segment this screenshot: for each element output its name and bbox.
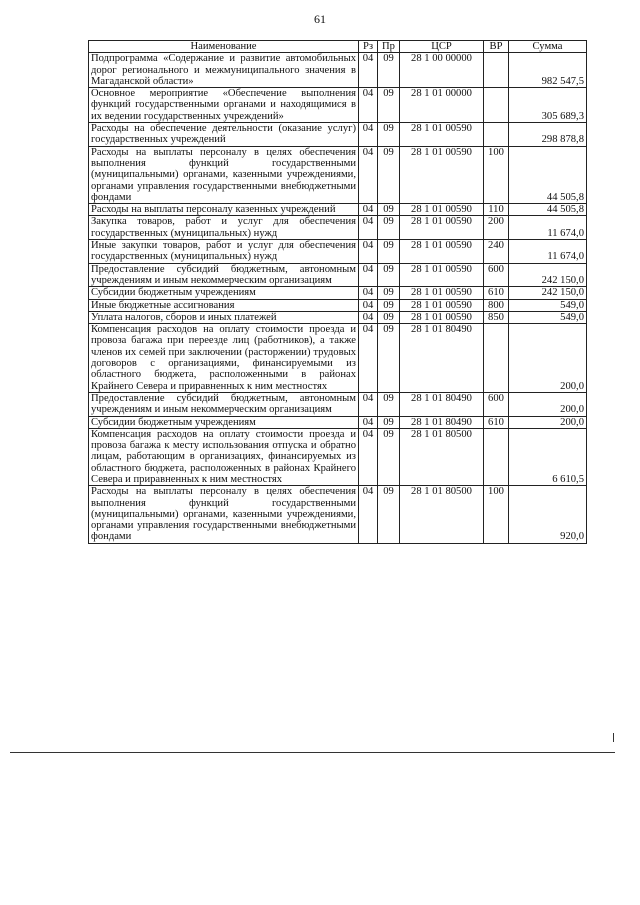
row-sum: 298 878,8 <box>509 123 587 147</box>
table-row <box>89 204 587 216</box>
row-rz: 04 <box>359 392 378 416</box>
row-name: Компенсация расходов на оплату стоимости проезда и провоза багажа к месту использования отпуска и обратно лицам, работающим в организациях, финансируемых из областного бюджета, расположенных в районах Крайнего Севера и приравненных к ним местностях <box>89 428 359 485</box>
row-pr: 09 <box>378 204 400 216</box>
row-rz: 04 <box>359 240 378 264</box>
row-csr: 28 1 01 00590 <box>400 240 484 264</box>
row-pr: 09 <box>378 428 400 485</box>
row-rz: 04 <box>359 486 378 543</box>
row-vr <box>484 53 509 88</box>
row-pr: 09 <box>378 299 400 311</box>
table-row <box>89 53 587 88</box>
row-name: Компенсация расходов на оплату стоимости проезда и провоза багажа при переезде лиц (работников), а также членов их семей при заключении (расторжении) трудовых договоров с организациями, финансируемыми из областного бюджета, расположенными в районах Крайнего Севера и приравненных к ним местностях <box>89 324 359 393</box>
row-pr: 09 <box>378 416 400 428</box>
row-sum: 200,0 <box>509 324 587 393</box>
row-pr: 09 <box>378 53 400 88</box>
row-vr: 110 <box>484 204 509 216</box>
row-pr: 09 <box>378 240 400 264</box>
column-header-pr: Пр <box>378 41 400 53</box>
row-csr: 28 1 01 80500 <box>400 428 484 485</box>
row-csr: 28 1 01 00000 <box>400 88 484 123</box>
row-name: Иные закупки товаров, работ и услуг для обеспечения государственных (муниципальных) нужд <box>89 240 359 264</box>
row-rz: 04 <box>359 123 378 147</box>
row-vr: 200 <box>484 216 509 240</box>
row-pr: 09 <box>378 392 400 416</box>
row-pr: 09 <box>378 88 400 123</box>
page-bottom-rule <box>10 752 615 753</box>
row-rz: 04 <box>359 146 378 203</box>
row-sum: 920,0 <box>509 486 587 543</box>
row-vr: 100 <box>484 146 509 203</box>
table-row <box>89 486 587 543</box>
row-name: Расходы на выплаты персоналу казенных учреждений <box>89 204 359 216</box>
row-pr: 09 <box>378 146 400 203</box>
row-rz: 04 <box>359 324 378 393</box>
row-csr: 28 1 01 80500 <box>400 486 484 543</box>
row-name: Субсидии бюджетным учреждениям <box>89 287 359 299</box>
table-row <box>89 287 587 299</box>
row-sum: 242 150,0 <box>509 263 587 287</box>
table-row <box>89 324 587 393</box>
row-pr: 09 <box>378 287 400 299</box>
row-sum: 11 674,0 <box>509 240 587 264</box>
row-csr: 28 1 01 00590 <box>400 263 484 287</box>
row-vr <box>484 123 509 147</box>
row-vr: 600 <box>484 392 509 416</box>
column-header-name: Наименование <box>89 41 359 53</box>
row-csr: 28 1 01 00590 <box>400 123 484 147</box>
table-row <box>89 311 587 323</box>
row-sum: 549,0 <box>509 311 587 323</box>
row-rz: 04 <box>359 416 378 428</box>
row-sum: 305 689,3 <box>509 88 587 123</box>
row-vr <box>484 428 509 485</box>
row-name: Подпрограмма «Содержание и развитие автомобильных дорог регионального и межмуниципального значения в Магаданской области» <box>89 53 359 88</box>
row-pr: 09 <box>378 123 400 147</box>
row-sum: 44 505,8 <box>509 146 587 203</box>
column-header-vr: ВР <box>484 41 509 53</box>
row-name: Уплата налогов, сборов и иных платежей <box>89 311 359 323</box>
scan-edge-mark <box>613 733 614 742</box>
table-row <box>89 428 587 485</box>
row-rz: 04 <box>359 263 378 287</box>
table-row <box>89 88 587 123</box>
row-pr: 09 <box>378 263 400 287</box>
row-name: Предоставление субсидий бюджетным, автономным учреждениям и иным некоммерческим организациям <box>89 263 359 287</box>
row-vr <box>484 88 509 123</box>
row-csr: 28 1 01 00590 <box>400 204 484 216</box>
row-rz: 04 <box>359 299 378 311</box>
row-vr: 800 <box>484 299 509 311</box>
row-csr: 28 1 01 00590 <box>400 216 484 240</box>
row-csr: 28 1 01 80490 <box>400 324 484 393</box>
row-sum: 11 674,0 <box>509 216 587 240</box>
row-rz: 04 <box>359 287 378 299</box>
column-header-csr: ЦСР <box>400 41 484 53</box>
row-sum: 549,0 <box>509 299 587 311</box>
row-name: Субсидии бюджетным учреждениям <box>89 416 359 428</box>
budget-table <box>88 40 587 544</box>
column-header-sum: Сумма <box>509 41 587 53</box>
row-rz: 04 <box>359 53 378 88</box>
row-rz: 04 <box>359 428 378 485</box>
row-vr: 610 <box>484 416 509 428</box>
row-rz: 04 <box>359 88 378 123</box>
row-sum: 6 610,5 <box>509 428 587 485</box>
row-pr: 09 <box>378 311 400 323</box>
row-rz: 04 <box>359 216 378 240</box>
row-vr: 240 <box>484 240 509 264</box>
row-pr: 09 <box>378 486 400 543</box>
row-sum: 44 505,8 <box>509 204 587 216</box>
row-vr <box>484 324 509 393</box>
row-pr: 09 <box>378 216 400 240</box>
row-sum: 242 150,0 <box>509 287 587 299</box>
row-vr: 100 <box>484 486 509 543</box>
row-name: Иные бюджетные ассигнования <box>89 299 359 311</box>
row-vr: 610 <box>484 287 509 299</box>
row-name: Основное мероприятие «Обеспечение выполнения функций государственными органами и находящимися в их ведении государственных учреждений» <box>89 88 359 123</box>
row-csr: 28 1 00 00000 <box>400 53 484 88</box>
table-row <box>89 216 587 240</box>
table-row <box>89 240 587 264</box>
row-csr: 28 1 01 00590 <box>400 311 484 323</box>
table-row <box>89 392 587 416</box>
table-row <box>89 146 587 203</box>
row-csr: 28 1 01 00590 <box>400 299 484 311</box>
table-row <box>89 123 587 147</box>
row-name: Предоставление субсидий бюджетным, автономным учреждениям и иным некоммерческим организациям <box>89 392 359 416</box>
row-pr: 09 <box>378 324 400 393</box>
row-sum: 200,0 <box>509 392 587 416</box>
page-number: 61 <box>314 12 326 26</box>
row-name: Закупка товаров, работ и услуг для обеспечения государственных (муниципальных) нужд <box>89 216 359 240</box>
row-csr: 28 1 01 00590 <box>400 287 484 299</box>
row-sum: 982 547,5 <box>509 53 587 88</box>
row-name: Расходы на выплаты персоналу в целях обеспечения выполнения функций государственными (муниципальными) органами, казенными учреждениями, органами управления государственными внебюджетными фондами <box>89 486 359 543</box>
row-csr: 28 1 01 80490 <box>400 416 484 428</box>
table-row <box>89 263 587 287</box>
row-vr: 850 <box>484 311 509 323</box>
row-vr: 600 <box>484 263 509 287</box>
column-header-rz: Рз <box>359 41 378 53</box>
table-header-row <box>89 41 587 53</box>
row-name: Расходы на выплаты персоналу в целях обеспечения выполнения функций государственными (муниципальными) органами, казенными учреждениями, органами управления государственными внебюджетными фондами <box>89 146 359 203</box>
row-rz: 04 <box>359 311 378 323</box>
table-row <box>89 416 587 428</box>
row-csr: 28 1 01 00590 <box>400 146 484 203</box>
table-row <box>89 299 587 311</box>
row-rz: 04 <box>359 204 378 216</box>
row-sum: 200,0 <box>509 416 587 428</box>
row-name: Расходы на обеспечение деятельности (оказание услуг) государственных учреждений <box>89 123 359 147</box>
row-csr: 28 1 01 80490 <box>400 392 484 416</box>
